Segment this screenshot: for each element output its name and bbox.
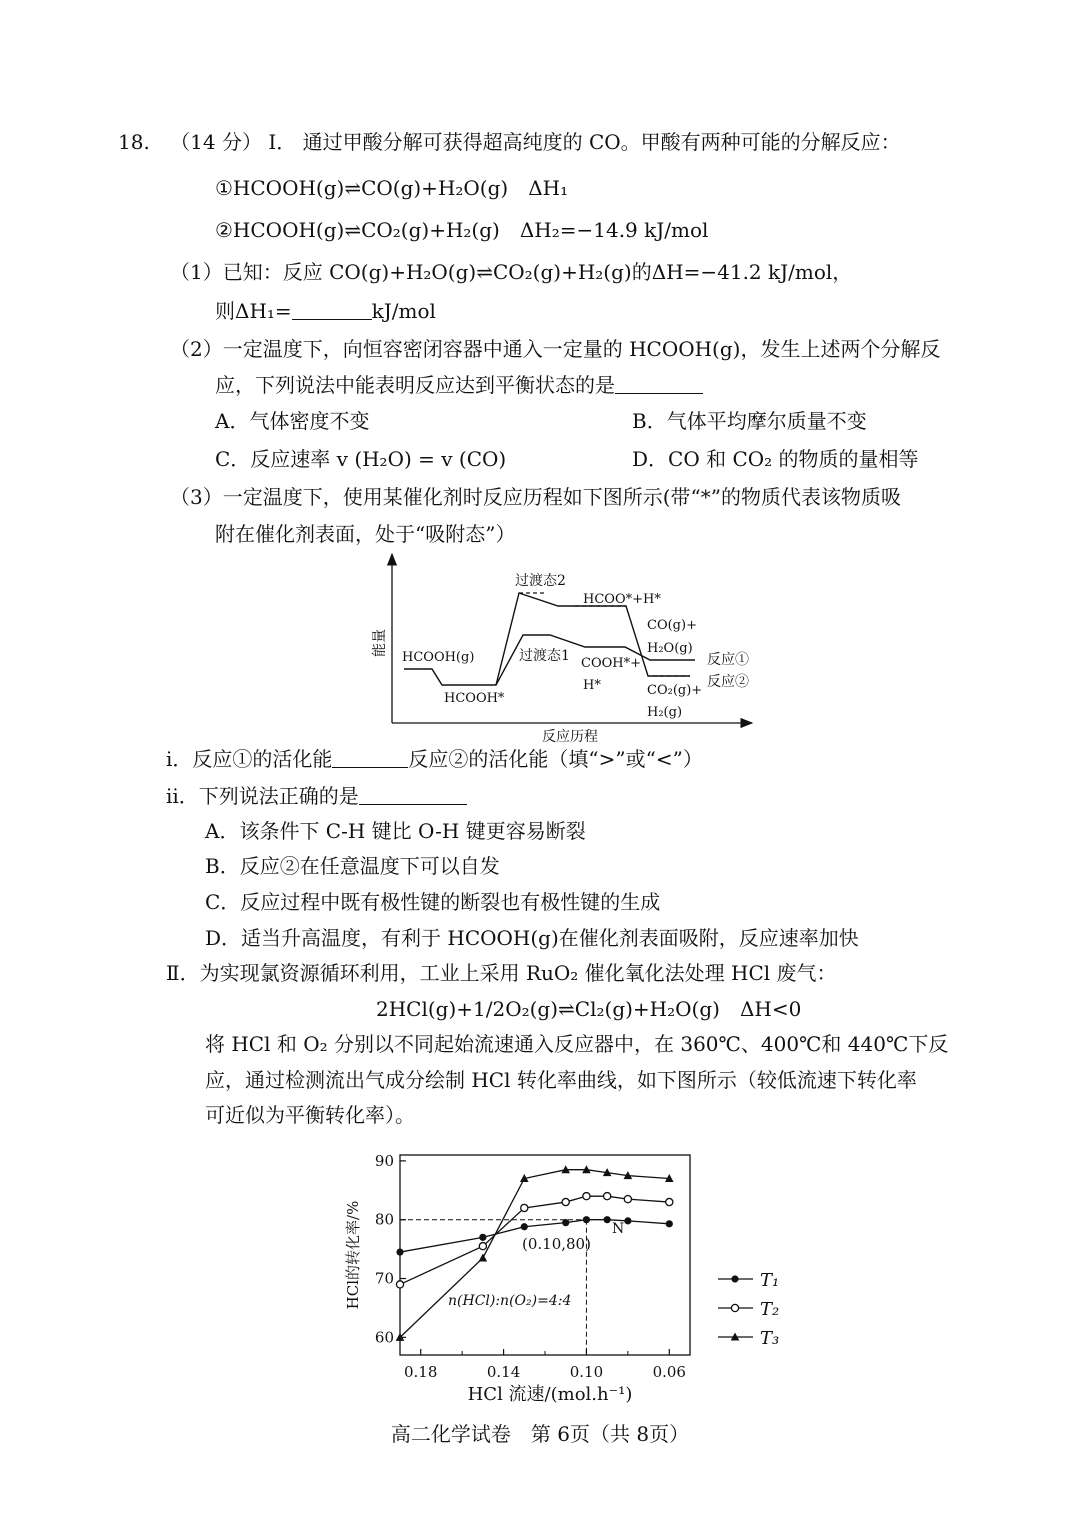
x-tick-label: 0.18 [404, 1363, 438, 1381]
series-1-point [666, 1220, 673, 1227]
label-ts2: 过渡态2 [515, 573, 566, 589]
series-1-point [583, 1216, 590, 1223]
part2-intro: 为实现氯资源循环利用，工业上采用 RuO₂ 催化氧化法处理 HCl 废气： [199, 961, 837, 985]
reaction-3: 2HCl(g)+1/2O₂(g)⇌Cl₂(g)+H₂O(g) ΔH<0 [376, 997, 802, 1021]
option-2a: A．气体密度不变 [215, 409, 370, 433]
part2-text-1: 将 HCl 和 O₂ 分别以不同起始流速通入反应器中，在 360℃、400℃和 440℃下反 [205, 1032, 949, 1056]
part1-label: Ⅰ． [268, 130, 297, 154]
legend-3-label: T₃ [760, 1328, 780, 1349]
legend-1-marker [731, 1275, 738, 1282]
sub-question-ii [166, 783, 467, 809]
legend-reaction-1: 反应① [707, 652, 749, 668]
chart-xlabel: HCl 流速/(mol.h⁻¹) [467, 1384, 633, 1405]
part1-q2-line2 [215, 372, 703, 398]
x-tick-label: 0.14 [486, 1363, 521, 1381]
label-co2-h2-1: CO₂(g)+ [647, 683, 703, 698]
series-1-point [624, 1217, 631, 1224]
series-2-point [604, 1193, 611, 1200]
part1-q3-line2: 附在催化剂表面，处于“吸附态”） [215, 522, 516, 546]
page-footer: 高二化学试卷 第 6页（共 8页） [390, 1422, 690, 1446]
part2-text-2: 应，通过检测流出气成分绘制 HCl 转化率曲线，如下图所示（较低流速下转化率 [205, 1068, 917, 1092]
delta-h1-label: 则ΔH₁= [215, 299, 292, 323]
y-tick-label: 60 [374, 1328, 394, 1347]
series-2-point [396, 1281, 403, 1288]
part1-intro: 通过甲酸分解可获得超高纯度的 CO。甲酸有两种可能的分解反应： [302, 130, 901, 154]
energy-xlabel: 反应历程 [542, 729, 598, 744]
question-18-header [118, 129, 901, 155]
series-1-point [604, 1216, 611, 1223]
part2-text-3: 可近似为平衡转化率）。 [205, 1103, 415, 1127]
y-tick-label: 90 [374, 1151, 394, 1170]
option-2d: D．CO 和 CO₂ 的物质的量相等 [632, 447, 919, 471]
reaction-2: ②HCOOH(g)⇌CO₂(g)+H₂(g) ΔH₂=−14.9 kJ/mol [215, 218, 709, 242]
y-tick-label: 70 [374, 1269, 394, 1288]
series-1-point [562, 1219, 569, 1226]
label-hcooh-g: HCOOH(g) [402, 650, 475, 665]
energy-ylabel: 能量 [372, 629, 388, 657]
answer-blank-3[interactable] [332, 749, 408, 768]
sub-question-i [166, 746, 703, 772]
point-n-coords: (0.10,80) [522, 1235, 591, 1253]
part1-q1-line2 [215, 298, 436, 324]
label-co-h2o-2: H₂O(g) [647, 641, 693, 656]
sub-i-suffix: 反应②的活化能（填“>”或“<”） [408, 747, 703, 771]
series-2-point [624, 1196, 631, 1203]
series-2-point [583, 1193, 590, 1200]
energy-profile-diagram [360, 548, 760, 744]
reaction-1: ①HCOOH(g)⇌CO(g)+H₂O(g) ΔH₁ [215, 176, 569, 200]
answer-blank-1[interactable] [292, 301, 372, 320]
label-co-h2o-1: CO(g)+ [647, 618, 697, 633]
option-ii-a: A．该条件下 C-H 键比 O-H 键更容易断裂 [205, 819, 586, 843]
option-ii-c: C．反应过程中既有极性键的断裂也有极性键的生成 [205, 890, 661, 914]
option-ii-d: D．适当升高温度，有利于 HCOOH(g)在催化剂表面吸附，反应速率加快 [205, 926, 859, 950]
hcl-conversion-chart [340, 1145, 790, 1407]
answer-blank-4[interactable] [359, 786, 467, 805]
part2-intro-line [166, 960, 837, 986]
part2-label: Ⅱ． [166, 961, 200, 985]
legend-2-label: T₂ [760, 1299, 780, 1320]
label-hcoo-h: HCOO*+H* [583, 592, 661, 607]
point-n-label: N [612, 1221, 625, 1237]
ratio-annotation: n(HCl):n(O₂)=4:4 [448, 1293, 572, 1309]
unit-label: kJ/mol [371, 299, 436, 323]
label-hcooh-ads: HCOOH* [444, 691, 505, 706]
series-1-point [521, 1223, 528, 1230]
series-3-line [400, 1170, 669, 1338]
option-2b: B．气体平均摩尔质量不变 [632, 409, 867, 433]
legend-1-label: T₁ [760, 1270, 780, 1291]
plot-frame [400, 1155, 690, 1355]
series-2-point [479, 1243, 486, 1250]
part1-q3-line1: （3）一定温度下，使用某催化剂时反应历程如下图所示(带“*”的物质代表该物质吸 [170, 485, 901, 509]
y-tick-label: 80 [374, 1210, 394, 1229]
x-tick-label: 0.10 [569, 1363, 604, 1381]
part1-q1-line1: （1）已知：反应 CO(g)+H₂O(g)⇌CO₂(g)+H₂(g)的ΔH=−41.2 kJ/mol， [170, 260, 853, 284]
label-cooh-h-2: H* [583, 678, 601, 693]
part1-q2-line1: （2）一定温度下，向恒容密闭容器中通入一定量的 HCOOH(g)，发生上述两个分解反 [170, 337, 941, 361]
series-1-point [396, 1248, 403, 1255]
question-score: （14 分） [170, 130, 262, 154]
legend-reaction-2: 反应② [707, 674, 749, 690]
label-cooh-h-1: COOH*+ [581, 656, 641, 671]
answer-blank-2[interactable] [615, 375, 703, 394]
label-ts1: 过渡态1 [519, 648, 570, 664]
legend-2-marker [731, 1304, 738, 1311]
q2-prompt: 应，下列说法中能表明反应达到平衡状态的是 [215, 373, 615, 397]
option-ii-b: B．反应②在任意温度下可以自发 [205, 854, 500, 878]
series-2-point [562, 1198, 569, 1205]
series-3-point [479, 1253, 488, 1261]
question-number: 18. [118, 130, 150, 154]
chart-ylabel: HCl的转化率/% [344, 1200, 362, 1310]
series-2-point [521, 1204, 528, 1211]
option-2c: C．反应速率 v (H₂O) = v (CO) [215, 447, 507, 471]
series-2-point [666, 1198, 673, 1205]
sub-i-prompt: ⅰ．反应①的活化能 [166, 747, 333, 771]
x-tick-label: 0.06 [652, 1363, 686, 1381]
sub-ii-prompt: ⅱ．下列说法正确的是 [166, 784, 359, 808]
series-1-point [479, 1234, 486, 1241]
label-co2-h2-2: H₂(g) [647, 705, 683, 720]
